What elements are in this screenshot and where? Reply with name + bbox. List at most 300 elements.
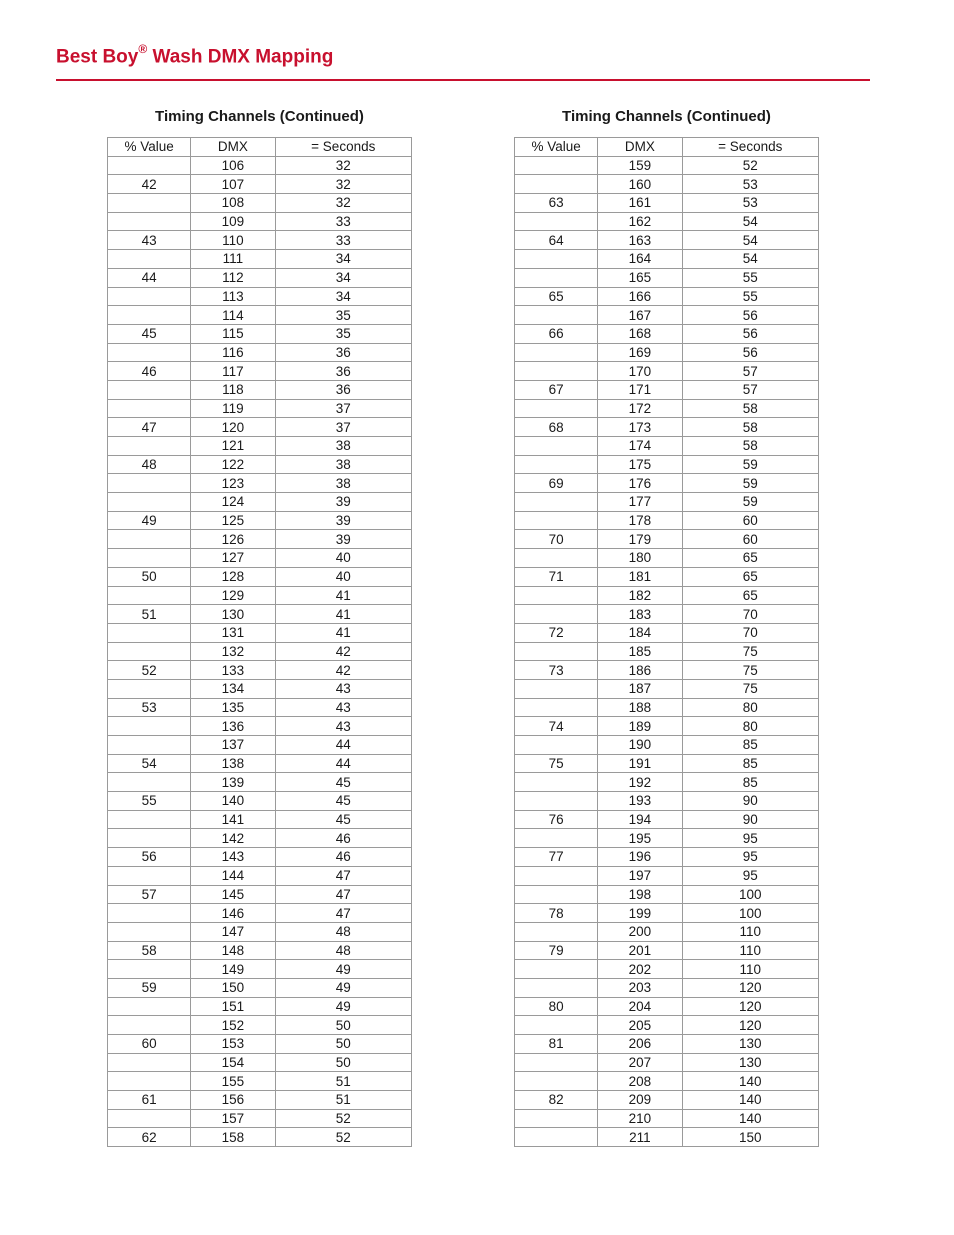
seconds-value-cell: 47 bbox=[275, 866, 411, 885]
percent-value-cell bbox=[108, 1053, 191, 1072]
table-row bbox=[515, 250, 819, 269]
percent-value-cell bbox=[515, 885, 598, 904]
dmx-value-cell: 122 bbox=[191, 455, 275, 474]
seconds-value-cell: 90 bbox=[682, 810, 818, 829]
seconds-value-cell: 44 bbox=[275, 736, 411, 755]
table-body bbox=[515, 156, 819, 1146]
percent-value-cell bbox=[515, 829, 598, 848]
percent-value-cell: 76 bbox=[515, 810, 598, 829]
seconds-value-cell: 41 bbox=[275, 623, 411, 642]
percent-value-cell bbox=[515, 679, 598, 698]
table-row bbox=[515, 1109, 819, 1128]
dmx-value-cell: 164 bbox=[598, 250, 682, 269]
percent-value-cell bbox=[108, 194, 191, 213]
percent-value-cell bbox=[108, 380, 191, 399]
seconds-value-cell: 32 bbox=[275, 156, 411, 175]
percent-value-cell: 71 bbox=[515, 567, 598, 586]
seconds-value-cell: 95 bbox=[682, 848, 818, 867]
dmx-value-cell: 153 bbox=[191, 1035, 275, 1054]
table-row bbox=[108, 250, 412, 269]
timing-table-right-section bbox=[514, 108, 819, 1147]
dmx-value-cell: 200 bbox=[598, 922, 682, 941]
table-row bbox=[515, 418, 819, 437]
seconds-value-cell: 60 bbox=[682, 511, 818, 530]
dmx-value-cell: 116 bbox=[191, 343, 275, 362]
percent-value-cell: 53 bbox=[108, 698, 191, 717]
seconds-value-cell: 47 bbox=[275, 885, 411, 904]
seconds-value-cell: 35 bbox=[275, 324, 411, 343]
percent-value-cell: 50 bbox=[108, 567, 191, 586]
seconds-value-cell: 59 bbox=[682, 474, 818, 493]
percent-value-cell bbox=[108, 1109, 191, 1128]
seconds-value-cell: 60 bbox=[682, 530, 818, 549]
table-row bbox=[515, 586, 819, 605]
table-row bbox=[108, 437, 412, 456]
seconds-value-cell: 54 bbox=[682, 231, 818, 250]
seconds-value-cell: 80 bbox=[682, 698, 818, 717]
dmx-value-cell: 133 bbox=[191, 661, 275, 680]
table-row bbox=[515, 380, 819, 399]
table-row bbox=[108, 399, 412, 418]
dmx-value-cell: 204 bbox=[598, 997, 682, 1016]
dmx-value-cell: 130 bbox=[191, 605, 275, 624]
dmx-value-cell: 154 bbox=[191, 1053, 275, 1072]
seconds-value-cell: 46 bbox=[275, 829, 411, 848]
dmx-value-cell: 195 bbox=[598, 829, 682, 848]
percent-value-cell bbox=[108, 642, 191, 661]
seconds-value-cell: 45 bbox=[275, 792, 411, 811]
table-row bbox=[515, 922, 819, 941]
percent-value-cell bbox=[515, 1128, 598, 1147]
table-row bbox=[108, 904, 412, 923]
seconds-value-cell: 53 bbox=[682, 175, 818, 194]
seconds-value-cell: 54 bbox=[682, 212, 818, 231]
table-row bbox=[515, 549, 819, 568]
seconds-value-cell: 32 bbox=[275, 175, 411, 194]
seconds-value-cell: 75 bbox=[682, 661, 818, 680]
column-header-dmx: DMX bbox=[191, 138, 275, 157]
seconds-value-cell: 43 bbox=[275, 717, 411, 736]
table-row bbox=[515, 362, 819, 381]
seconds-value-cell: 34 bbox=[275, 268, 411, 287]
table-row bbox=[108, 1016, 412, 1035]
table-row bbox=[108, 418, 412, 437]
seconds-value-cell: 57 bbox=[682, 380, 818, 399]
table-row bbox=[515, 717, 819, 736]
dmx-value-cell: 141 bbox=[191, 810, 275, 829]
dmx-value-cell: 179 bbox=[598, 530, 682, 549]
table-row bbox=[108, 679, 412, 698]
dmx-value-cell: 117 bbox=[191, 362, 275, 381]
seconds-value-cell: 49 bbox=[275, 997, 411, 1016]
seconds-value-cell: 43 bbox=[275, 679, 411, 698]
dmx-value-cell: 155 bbox=[191, 1072, 275, 1091]
seconds-value-cell: 70 bbox=[682, 623, 818, 642]
header-divider bbox=[56, 79, 870, 81]
dmx-value-cell: 108 bbox=[191, 194, 275, 213]
percent-value-cell bbox=[515, 978, 598, 997]
dmx-value-cell: 178 bbox=[598, 511, 682, 530]
seconds-value-cell: 85 bbox=[682, 754, 818, 773]
table-row bbox=[108, 530, 412, 549]
percent-value-cell: 62 bbox=[108, 1128, 191, 1147]
percent-value-cell bbox=[108, 212, 191, 231]
table-row bbox=[515, 848, 819, 867]
seconds-value-cell: 51 bbox=[275, 1072, 411, 1091]
percent-value-cell: 51 bbox=[108, 605, 191, 624]
table-row bbox=[108, 1053, 412, 1072]
percent-value-cell bbox=[108, 679, 191, 698]
table-row bbox=[515, 623, 819, 642]
seconds-value-cell: 40 bbox=[275, 549, 411, 568]
dmx-value-cell: 192 bbox=[598, 773, 682, 792]
table-row bbox=[515, 1128, 819, 1147]
dmx-value-cell: 168 bbox=[598, 324, 682, 343]
dmx-value-cell: 129 bbox=[191, 586, 275, 605]
dmx-value-cell: 208 bbox=[598, 1072, 682, 1091]
percent-value-cell bbox=[515, 268, 598, 287]
dmx-value-cell: 156 bbox=[191, 1091, 275, 1110]
percent-value-cell bbox=[515, 511, 598, 530]
seconds-value-cell: 130 bbox=[682, 1035, 818, 1054]
percent-value-cell bbox=[108, 960, 191, 979]
table-row bbox=[515, 1035, 819, 1054]
dmx-value-cell: 161 bbox=[598, 194, 682, 213]
title-main: Best Boy bbox=[56, 46, 139, 68]
percent-value-cell bbox=[108, 829, 191, 848]
timing-table-left-section bbox=[107, 108, 412, 1147]
table-row bbox=[108, 773, 412, 792]
dmx-value-cell: 120 bbox=[191, 418, 275, 437]
dmx-value-cell: 110 bbox=[191, 231, 275, 250]
table-row bbox=[515, 1053, 819, 1072]
dmx-value-cell: 121 bbox=[191, 437, 275, 456]
percent-value-cell bbox=[515, 1072, 598, 1091]
percent-value-cell: 61 bbox=[108, 1091, 191, 1110]
table-row bbox=[108, 754, 412, 773]
table-row bbox=[108, 1128, 412, 1147]
table-row bbox=[108, 1035, 412, 1054]
dmx-value-cell: 206 bbox=[598, 1035, 682, 1054]
table-row bbox=[108, 306, 412, 325]
percent-value-cell bbox=[515, 549, 598, 568]
dmx-value-cell: 186 bbox=[598, 661, 682, 680]
table-row bbox=[108, 1091, 412, 1110]
percent-value-cell: 56 bbox=[108, 848, 191, 867]
dmx-value-cell: 202 bbox=[598, 960, 682, 979]
percent-value-cell bbox=[108, 623, 191, 642]
table-row bbox=[515, 605, 819, 624]
percent-value-cell bbox=[515, 455, 598, 474]
table-row bbox=[515, 493, 819, 512]
dmx-value-cell: 162 bbox=[598, 212, 682, 231]
percent-value-cell: 70 bbox=[515, 530, 598, 549]
table-row bbox=[515, 306, 819, 325]
dmx-value-cell: 211 bbox=[598, 1128, 682, 1147]
dmx-value-cell: 193 bbox=[598, 792, 682, 811]
seconds-value-cell: 56 bbox=[682, 324, 818, 343]
seconds-value-cell: 50 bbox=[275, 1053, 411, 1072]
seconds-value-cell: 140 bbox=[682, 1109, 818, 1128]
table-row bbox=[515, 866, 819, 885]
seconds-value-cell: 56 bbox=[682, 306, 818, 325]
seconds-value-cell: 56 bbox=[682, 343, 818, 362]
table-row bbox=[108, 474, 412, 493]
seconds-value-cell: 45 bbox=[275, 810, 411, 829]
seconds-value-cell: 55 bbox=[682, 287, 818, 306]
percent-value-cell bbox=[515, 1053, 598, 1072]
table-row bbox=[108, 698, 412, 717]
dmx-value-cell: 207 bbox=[598, 1053, 682, 1072]
table-row bbox=[515, 792, 819, 811]
seconds-value-cell: 39 bbox=[275, 511, 411, 530]
table-row bbox=[108, 866, 412, 885]
dmx-value-cell: 169 bbox=[598, 343, 682, 362]
dmx-value-cell: 176 bbox=[598, 474, 682, 493]
table-row bbox=[108, 885, 412, 904]
seconds-value-cell: 75 bbox=[682, 679, 818, 698]
dmx-value-cell: 109 bbox=[191, 212, 275, 231]
percent-value-cell: 42 bbox=[108, 175, 191, 194]
dmx-value-cell: 199 bbox=[598, 904, 682, 923]
table-row bbox=[515, 773, 819, 792]
table-row bbox=[108, 549, 412, 568]
dmx-value-cell: 173 bbox=[598, 418, 682, 437]
table-row bbox=[515, 1016, 819, 1035]
seconds-value-cell: 65 bbox=[682, 549, 818, 568]
dmx-value-cell: 139 bbox=[191, 773, 275, 792]
table-row bbox=[108, 848, 412, 867]
table-row bbox=[108, 717, 412, 736]
percent-value-cell bbox=[108, 997, 191, 1016]
table-row bbox=[515, 455, 819, 474]
table-row bbox=[515, 530, 819, 549]
table-row bbox=[108, 455, 412, 474]
seconds-value-cell: 49 bbox=[275, 960, 411, 979]
table-row bbox=[515, 437, 819, 456]
seconds-value-cell: 110 bbox=[682, 922, 818, 941]
dmx-value-cell: 185 bbox=[598, 642, 682, 661]
dmx-value-cell: 128 bbox=[191, 567, 275, 586]
table-row bbox=[515, 511, 819, 530]
percent-value-cell: 77 bbox=[515, 848, 598, 867]
percent-value-cell: 68 bbox=[515, 418, 598, 437]
seconds-value-cell: 47 bbox=[275, 904, 411, 923]
dmx-value-cell: 189 bbox=[598, 717, 682, 736]
table-row bbox=[515, 324, 819, 343]
table-row bbox=[515, 679, 819, 698]
dmx-value-cell: 160 bbox=[598, 175, 682, 194]
dmx-value-cell: 171 bbox=[598, 380, 682, 399]
percent-value-cell: 58 bbox=[108, 941, 191, 960]
seconds-value-cell: 44 bbox=[275, 754, 411, 773]
table-row bbox=[515, 1072, 819, 1091]
percent-value-cell bbox=[515, 212, 598, 231]
percent-value-cell: 78 bbox=[515, 904, 598, 923]
percent-value-cell bbox=[515, 437, 598, 456]
table-row bbox=[108, 156, 412, 175]
seconds-value-cell: 50 bbox=[275, 1016, 411, 1035]
seconds-value-cell: 46 bbox=[275, 848, 411, 867]
percent-value-cell bbox=[515, 792, 598, 811]
dmx-value-cell: 159 bbox=[598, 156, 682, 175]
dmx-value-cell: 149 bbox=[191, 960, 275, 979]
percent-value-cell: 52 bbox=[108, 661, 191, 680]
seconds-value-cell: 38 bbox=[275, 455, 411, 474]
percent-value-cell: 49 bbox=[108, 511, 191, 530]
percent-value-cell bbox=[108, 287, 191, 306]
dmx-value-cell: 119 bbox=[191, 399, 275, 418]
dmx-value-cell: 205 bbox=[598, 1016, 682, 1035]
percent-value-cell: 82 bbox=[515, 1091, 598, 1110]
seconds-value-cell: 45 bbox=[275, 773, 411, 792]
table-row bbox=[515, 231, 819, 250]
dmx-value-cell: 172 bbox=[598, 399, 682, 418]
percent-value-cell bbox=[515, 960, 598, 979]
percent-value-cell bbox=[108, 530, 191, 549]
dmx-value-cell: 152 bbox=[191, 1016, 275, 1035]
percent-value-cell bbox=[515, 399, 598, 418]
table-row bbox=[515, 736, 819, 755]
percent-value-cell bbox=[108, 717, 191, 736]
table-row bbox=[515, 829, 819, 848]
seconds-value-cell: 34 bbox=[275, 250, 411, 269]
percent-value-cell bbox=[515, 605, 598, 624]
table-row bbox=[108, 268, 412, 287]
dmx-value-cell: 194 bbox=[598, 810, 682, 829]
seconds-value-cell: 100 bbox=[682, 904, 818, 923]
dmx-value-cell: 106 bbox=[191, 156, 275, 175]
table-row bbox=[108, 380, 412, 399]
dmx-value-cell: 191 bbox=[598, 754, 682, 773]
dmx-value-cell: 143 bbox=[191, 848, 275, 867]
seconds-value-cell: 49 bbox=[275, 978, 411, 997]
seconds-value-cell: 41 bbox=[275, 605, 411, 624]
table-row bbox=[515, 175, 819, 194]
dmx-value-cell: 187 bbox=[598, 679, 682, 698]
table-row bbox=[108, 175, 412, 194]
table-row bbox=[108, 1072, 412, 1091]
dmx-value-cell: 174 bbox=[598, 437, 682, 456]
percent-value-cell bbox=[108, 250, 191, 269]
dmx-value-cell: 181 bbox=[598, 567, 682, 586]
percent-value-cell bbox=[108, 343, 191, 362]
percent-value-cell bbox=[108, 306, 191, 325]
percent-value-cell bbox=[108, 437, 191, 456]
percent-value-cell bbox=[515, 1109, 598, 1128]
dmx-value-cell: 124 bbox=[191, 493, 275, 512]
table-row bbox=[515, 268, 819, 287]
dmx-value-cell: 180 bbox=[598, 549, 682, 568]
dmx-value-cell: 183 bbox=[598, 605, 682, 624]
dmx-value-cell: 144 bbox=[191, 866, 275, 885]
dmx-value-cell: 145 bbox=[191, 885, 275, 904]
table-row bbox=[515, 661, 819, 680]
seconds-value-cell: 42 bbox=[275, 642, 411, 661]
page-title bbox=[56, 44, 333, 68]
seconds-value-cell: 120 bbox=[682, 997, 818, 1016]
timing-table bbox=[514, 137, 819, 1147]
table-row bbox=[108, 792, 412, 811]
dmx-value-cell: 142 bbox=[191, 829, 275, 848]
seconds-value-cell: 110 bbox=[682, 960, 818, 979]
table-row bbox=[108, 829, 412, 848]
percent-value-cell: 74 bbox=[515, 717, 598, 736]
seconds-value-cell: 41 bbox=[275, 586, 411, 605]
percent-value-cell bbox=[108, 549, 191, 568]
table-row bbox=[108, 287, 412, 306]
percent-value-cell bbox=[515, 156, 598, 175]
table-row bbox=[515, 941, 819, 960]
seconds-value-cell: 54 bbox=[682, 250, 818, 269]
column-header-percent: % Value bbox=[515, 138, 598, 157]
dmx-value-cell: 177 bbox=[598, 493, 682, 512]
seconds-value-cell: 100 bbox=[682, 885, 818, 904]
dmx-value-cell: 114 bbox=[191, 306, 275, 325]
percent-value-cell bbox=[108, 866, 191, 885]
table-body bbox=[108, 156, 412, 1146]
seconds-value-cell: 85 bbox=[682, 736, 818, 755]
dmx-value-cell: 163 bbox=[598, 231, 682, 250]
percent-value-cell bbox=[515, 866, 598, 885]
seconds-value-cell: 38 bbox=[275, 474, 411, 493]
percent-value-cell: 54 bbox=[108, 754, 191, 773]
seconds-value-cell: 33 bbox=[275, 212, 411, 231]
table-row bbox=[108, 511, 412, 530]
column-header-dmx: DMX bbox=[598, 138, 682, 157]
percent-value-cell bbox=[515, 250, 598, 269]
table-heading: Timing Channels (Continued) bbox=[155, 108, 364, 125]
percent-value-cell bbox=[108, 493, 191, 512]
table-row bbox=[515, 474, 819, 493]
dmx-value-cell: 112 bbox=[191, 268, 275, 287]
seconds-value-cell: 95 bbox=[682, 829, 818, 848]
seconds-value-cell: 140 bbox=[682, 1091, 818, 1110]
dmx-value-cell: 167 bbox=[598, 306, 682, 325]
dmx-value-cell: 210 bbox=[598, 1109, 682, 1128]
registered-mark: ® bbox=[138, 42, 148, 56]
table-row bbox=[108, 343, 412, 362]
seconds-value-cell: 90 bbox=[682, 792, 818, 811]
percent-value-cell: 47 bbox=[108, 418, 191, 437]
percent-value-cell bbox=[108, 922, 191, 941]
percent-value-cell bbox=[108, 1072, 191, 1091]
table-row bbox=[108, 941, 412, 960]
dmx-value-cell: 146 bbox=[191, 904, 275, 923]
percent-value-cell: 44 bbox=[108, 268, 191, 287]
percent-value-cell: 59 bbox=[108, 978, 191, 997]
dmx-value-cell: 136 bbox=[191, 717, 275, 736]
percent-value-cell: 72 bbox=[515, 623, 598, 642]
dmx-value-cell: 182 bbox=[598, 586, 682, 605]
seconds-value-cell: 32 bbox=[275, 194, 411, 213]
percent-value-cell bbox=[108, 1016, 191, 1035]
seconds-value-cell: 130 bbox=[682, 1053, 818, 1072]
dmx-value-cell: 131 bbox=[191, 623, 275, 642]
seconds-value-cell: 58 bbox=[682, 437, 818, 456]
percent-value-cell bbox=[515, 306, 598, 325]
percent-value-cell bbox=[108, 810, 191, 829]
dmx-value-cell: 140 bbox=[191, 792, 275, 811]
seconds-value-cell: 43 bbox=[275, 698, 411, 717]
seconds-value-cell: 38 bbox=[275, 437, 411, 456]
dmx-value-cell: 123 bbox=[191, 474, 275, 493]
dmx-value-cell: 107 bbox=[191, 175, 275, 194]
percent-value-cell: 64 bbox=[515, 231, 598, 250]
dmx-value-cell: 201 bbox=[598, 941, 682, 960]
title-rest: Wash DMX Mapping bbox=[147, 46, 334, 68]
table-row bbox=[515, 997, 819, 1016]
